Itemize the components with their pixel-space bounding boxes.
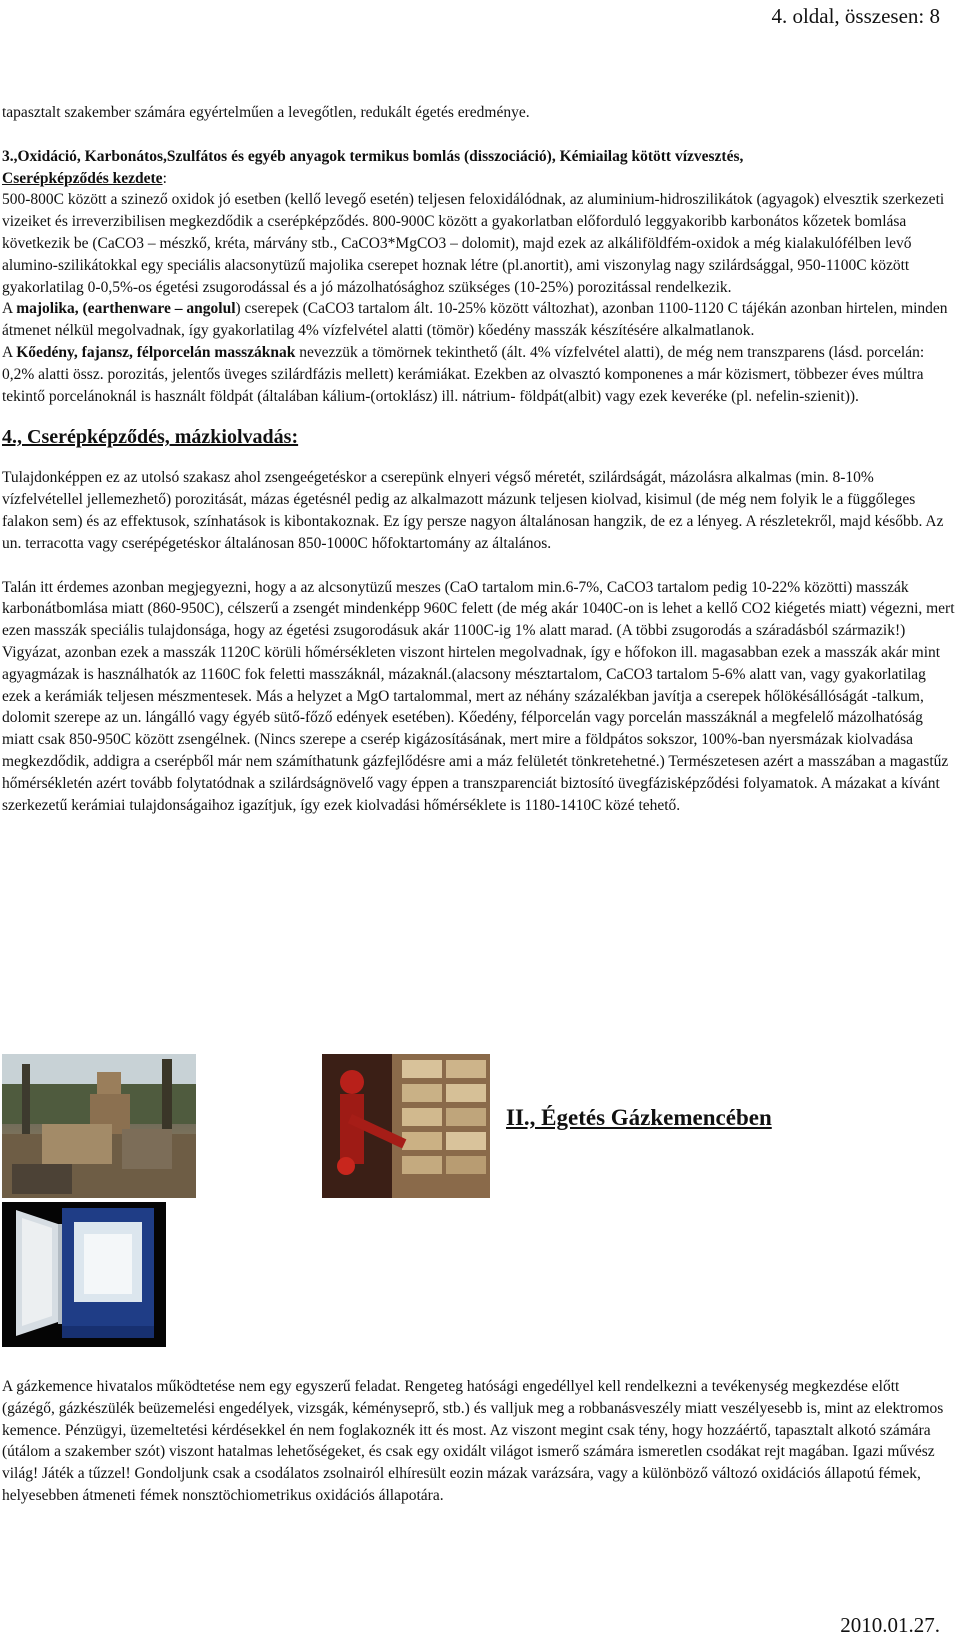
section-3-paragraph-1: 500-800C között a szinező oxidok jó esetben (kellő levegő esetén) teljesen feloxidálódnak, az aluminium-hidroszilikátok (agyagok) elvesztik szerkezeti vizeiket és irreverzibilisen megkezdődik a cserépképződés. 800-900C között a gyakorlatban előforduló leggyakoribb karbonátos kőzetek bomlása következik be (CaCO3 – mészkő, kréta, márvány stb., CaCO3*MgCO3 – dolomit), majd ezek az alkáliföldfém-oxidok a még kialakulófélben levő alumino-szilikátokkal egy speciális alacsonytüzű majolika cserepet hoznak létre (pl.anortit), ami viszonylag nagy szilárdsággal, 950-1100C között gyakorlatilag 0-0,5%-os égetési zsugorodással és a jó mázolhatósághoz szükséges (10-25%) porozitással rendelkezik. — [2, 191, 945, 296]
subtitle-colon: : — [162, 169, 167, 187]
para-2-prefix: A — [2, 300, 17, 318]
outdoor-kiln-photo — [2, 1054, 196, 1198]
gas-kiln-paragraph-block — [2, 1376, 956, 1507]
intro-line: tapasztalt szakember számára egyértelműen a levegőtlen, redukált égetés eredménye. — [2, 104, 530, 121]
gas-kiln-paragraph: A gázkemence hivatalos működtetése nem egy egyszerű feladat. Rengeteg hatósági engedéllyel kell rendelkezni a tevékenység megkezdése előtt (gázégő, gázkészülék beüzemelési engedélyek, vizsgák, kéményseprő, stb.) és valljuk meg a robbanásveszély miatt veszélyesebb is, mint az elektromos kemence. Pénzügyi, üzemeltetési kérdésekkel én nem foglakoznék itt és most. Az viszont megint csak tény, hogy hozzáértő, tapasztalt alkotó számára (útálom a szakember szót) viszont hatalmas lehetőségeket, és csak egy oxidált világot ismerő számára ismeretlen csodákat rejt magában. Igazi művész világ! Játék a tűzzel! Gondoljunk csak a csodálatos zsolnairól elhíresült eozin mázak varázsára, vagy a különböző változó oxidációs állapotú fémek, helyesebben átmeneti fémek nonsztöchiometrikus oxidációs állapotára. — [2, 1378, 944, 1504]
page-date-footer: 2010.01.27. — [840, 1613, 940, 1637]
section-3-paragraph-3 — [2, 342, 956, 407]
indoor-kiln-photo — [2, 1202, 166, 1347]
section-3-title: 3.,Oxidáció, Karbonátos,Szulfátos és egyéb anyagok termikus bomlás (disszociáció), Kémiailag kötött vízvesztés, — [2, 147, 744, 165]
gas-burner-photo — [322, 1054, 490, 1198]
section-4-heading: 4., Cserépképződés, mázkiolvadás: — [2, 426, 299, 449]
document-body — [2, 102, 956, 816]
section-4-paragraph-1: Tulajdonképpen ez az utolsó szakasz ahol zsengeégetéskor a cserepünk elnyeri végső méretét, szilárdságát, mázolásra alkalmas (min. 8-10% vízfelvétellel jellemezhető) porozitását, mázas égetésnél pedig az alkalmazott mázunk teljesen kiolvad, kisimul (de még nem folyik le a függőleges falakon sem) és az effektusok, színhatások is kibontakoznak. Ez így persze nagyon általánosan hangzik, de ez a lényeg. A részletekről, majd később. Az un. terracotta vagy cserépégetéskor általánosan 850-1000C hőfoktartomány az általános. — [2, 469, 944, 552]
section-3-subtitle: Cserépképződés kezdete — [2, 169, 163, 187]
section-3-paragraph-2 — [2, 298, 956, 342]
majolika-term: majolika, (earthenware – angolul — [16, 300, 236, 318]
para-3-prefix: A — [2, 343, 17, 361]
para-3-rest: nevezzük a tömörnek tekinthető (ált. 4% vízfelvétel alatti), de még nem transzparens (lásd. porcelán: 0,2% alatti össz. porozitás, jelentős üveges szilárdfázis mellett) kerámiákat. Ezekben az olvasztó komponenes a már közismert, többezer éves múltra tekintő porcelánoknál is használt földpát (általában kálium-(ortoklász) ill. nátrium- földpát(albit) vagy ezek keveréke (pl. nefelin-szienit)). — [2, 343, 925, 405]
para-2-rest: ) cserepek (CaCO3 tartalom ált. 10-25% között változhat), azonban 1100-1120 C tájékán azonban hirtelen, minden átmenet nélkül megolvadnak, így gyakorlatilag 4% vízfelvétel alatti (tömör) kőedény masszák készítésére alkalmatlanok. — [2, 300, 948, 340]
gas-kiln-section-title: II., Égetés Gázkemencében — [506, 1105, 772, 1130]
section-4-paragraph-2: Talán itt érdemes azonban megjegyezni, hogy a az alcsonytüzű meszes (CaO tartalom min.6-7%, CaCO3 tartalom pedig 10-22% közötti) masszák karbonátbomlása miatt (860-950C), célszerű a zsengét mindenképp 960C felett (de még akár 1040C-on is lehet a kellő CO2 kiégetés miatt) végezni, mert ezen masszák speciális tulajdonsága, hogy az égetési zsugorodásuk akár 1100C-ig 1% alatt marad. (A többi zsugorodás a száradásból származik!) Vigyázat, azonban ezek a masszák 1120C körüli hőmérsékleten viszont hirtelen megolvadnak, így e hőfokon ill. magasabban ezek a masszák akár mint agyagmázak is használhatók az 1160C fok feletti masszáknál, mázaknál.(alacsony mésztartalom, CaCO3 tartalom 5-6% alatt van, vagy gyakorlatilag ezek a kerámiák teljesen mészmentesek. Más a helyzet a MgO tartalommal, mert az néhány százalékban javítja a cserepek hőlökésállóságát -talkum, dolomit szerepe az un. lángálló vagy égyéb sütő-főző edények esetében). Kőedény, félporcelán vagy porcelán masszáknál a megfelelő mázolhatóság miatt csak 850-950C között zsengélnek. (Nincs szerepe a cserép kigázosításának, mert mire a földpátos sokszor, 100%-ban nyersmázak kiolvadása megkezdődik, addigra a cserépből már nem számíthatunk gázfejlődésre ami a máz felületét tönkretehetné.) Természetesen azért a masszában a magastűz hőmérsékletén azért tovább folytatódnak a szilárdságnövelő vagy éppen a transzparenciát biztosító üvegfázisképződési folyamatok. A mázakat a kívánt szerkezetű kerámiai tulajdonságaihoz igazítjuk, így ezek kiolvadási hőmérséklete is 1180-1410C közé tehető. — [2, 578, 955, 814]
koedeny-term: Kőedény, fajansz, félporcelán masszáknak — [16, 343, 296, 361]
page-number-header: 4. oldal, összesen: 8 — [771, 4, 940, 28]
section-3-subtitle-line — [2, 168, 956, 190]
